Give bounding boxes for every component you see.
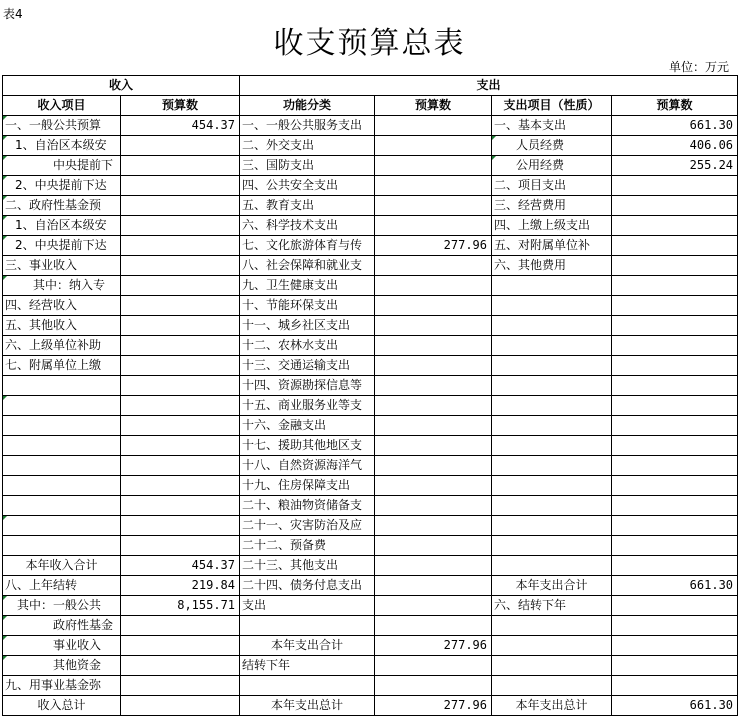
function-budget-cell — [375, 316, 492, 336]
expense-item-cell — [492, 356, 612, 376]
expense-item-cell: 二、项目支出 — [492, 176, 612, 196]
table-number-label: 表4 — [3, 7, 23, 21]
function-class-cell: 十二、农林水支出 — [240, 336, 375, 356]
expense-item-cell — [492, 396, 612, 416]
function-budget-cell — [375, 516, 492, 536]
expense-item-cell — [492, 556, 612, 576]
expense-budget-cell — [612, 376, 738, 396]
function-class-cell: 二十三、其他支出 — [240, 556, 375, 576]
income-budget-cell — [121, 536, 240, 556]
expense-budget-cell — [612, 276, 738, 296]
table-row — [3, 256, 738, 276]
income-budget-header: 预算数 — [121, 96, 240, 116]
function-class-header: 功能分类 — [240, 96, 375, 116]
expense-budget-cell — [612, 216, 738, 236]
function-budget-cell — [375, 576, 492, 596]
expense-budget-cell: 661.30 — [612, 696, 738, 716]
table-row — [3, 596, 738, 616]
income-budget-cell — [121, 176, 240, 196]
expense-item-cell: 四、上缴上级支出 — [492, 216, 612, 236]
expense-budget-cell — [612, 676, 738, 696]
expense-item-cell: 六、结转下年 — [492, 596, 612, 616]
function-budget-cell — [375, 156, 492, 176]
function-class-cell: 二、外交支出 — [240, 136, 375, 156]
function-class-cell: 本年支出总计 — [240, 696, 375, 716]
table-row — [3, 176, 738, 196]
section-header-row — [3, 76, 738, 96]
expense-budget-cell — [612, 476, 738, 496]
income-item-cell — [3, 476, 121, 496]
function-class-cell: 十一、城乡社区支出 — [240, 316, 375, 336]
expense-item-cell — [492, 336, 612, 356]
table-row — [3, 216, 738, 236]
income-budget-cell — [121, 416, 240, 436]
function-class-cell: 十八、自然资源海洋气 — [240, 456, 375, 476]
income-budget-cell — [121, 236, 240, 256]
expense-budget-cell — [612, 396, 738, 416]
function-budget-cell: 277.96 — [375, 236, 492, 256]
function-class-cell: 二十四、债务付息支出 — [240, 576, 375, 596]
income-budget-cell: 219.84 — [121, 576, 240, 596]
function-class-cell: 本年支出合计 — [240, 636, 375, 656]
function-class-cell: 六、科学技术支出 — [240, 216, 375, 236]
expense-budget-cell — [612, 416, 738, 436]
function-budget-cell — [375, 476, 492, 496]
expense-budget-cell — [612, 336, 738, 356]
expense-item-cell: 本年支出合计 — [492, 576, 612, 596]
expense-budget-cell — [612, 196, 738, 216]
expense-budget-cell: 661.30 — [612, 576, 738, 596]
function-budget-cell — [375, 416, 492, 436]
function-budget-cell — [375, 656, 492, 676]
expense-budget-cell — [612, 596, 738, 616]
table-row — [3, 316, 738, 336]
function-budget-cell — [375, 676, 492, 696]
function-budget-cell — [375, 536, 492, 556]
function-budget-cell — [375, 616, 492, 636]
expense-item-cell — [492, 316, 612, 336]
table-row — [3, 616, 738, 636]
income-item-cell: 九、用事业基金弥 — [3, 676, 121, 696]
expense-item-cell: 公用经费 — [492, 156, 612, 176]
income-budget-cell — [121, 156, 240, 176]
income-item-cell: 本年收入合计 — [3, 556, 121, 576]
expense-item-cell — [492, 276, 612, 296]
function-budget-cell — [375, 216, 492, 236]
function-budget-cell — [375, 436, 492, 456]
expense-item-cell — [492, 476, 612, 496]
function-budget-cell — [375, 596, 492, 616]
table-row — [3, 576, 738, 596]
table-row — [3, 116, 738, 136]
expense-budget-cell — [612, 536, 738, 556]
income-budget-cell — [121, 256, 240, 276]
expense-item-cell — [492, 456, 612, 476]
income-budget-cell — [121, 276, 240, 296]
income-budget-cell: 454.37 — [121, 116, 240, 136]
expense-item-cell — [492, 296, 612, 316]
income-item-cell — [3, 516, 121, 536]
function-budget-cell — [375, 136, 492, 156]
income-budget-cell — [121, 136, 240, 156]
expense-budget-cell — [612, 316, 738, 336]
income-item-cell: 八、上年结转 — [3, 576, 121, 596]
income-budget-cell — [121, 676, 240, 696]
income-item-cell: 其他资金 — [3, 656, 121, 676]
income-item-cell: 2、中央提前下达 — [3, 176, 121, 196]
table-row — [3, 416, 738, 436]
table-row — [3, 556, 738, 576]
function-class-cell: 支出 — [240, 596, 375, 616]
income-budget-cell — [121, 296, 240, 316]
income-item-cell: 2、中央提前下达 — [3, 236, 121, 256]
function-budget-cell — [375, 376, 492, 396]
table-row — [3, 376, 738, 396]
income-budget-cell — [121, 316, 240, 336]
function-class-cell: 十四、资源勘探信息等 — [240, 376, 375, 396]
function-class-cell: 十、节能环保支出 — [240, 296, 375, 316]
function-class-cell: 结转下年 — [240, 656, 375, 676]
expense-item-cell: 一、基本支出 — [492, 116, 612, 136]
expense-item-cell — [492, 376, 612, 396]
expense-budget-cell — [612, 296, 738, 316]
income-item-cell — [3, 416, 121, 436]
income-budget-cell — [121, 656, 240, 676]
function-budget-cell — [375, 356, 492, 376]
function-class-cell: 十五、商业服务业等支 — [240, 396, 375, 416]
function-class-cell: 八、社会保障和就业支 — [240, 256, 375, 276]
expense-budget-cell — [612, 656, 738, 676]
expense-item-cell: 六、其他费用 — [492, 256, 612, 276]
table-body — [3, 116, 738, 716]
function-budget-cell — [375, 396, 492, 416]
income-item-cell: 1、自治区本级安 — [3, 216, 121, 236]
expense-budget-cell — [612, 176, 738, 196]
expense-budget-cell — [612, 516, 738, 536]
function-class-cell — [240, 616, 375, 636]
function-class-cell: 十三、交通运输支出 — [240, 356, 375, 376]
income-item-cell: 一、一般公共预算 — [3, 116, 121, 136]
expense-budget-cell — [612, 636, 738, 656]
income-item-cell — [3, 496, 121, 516]
expense-budget-cell — [612, 496, 738, 516]
income-budget-cell — [121, 436, 240, 456]
table-row — [3, 156, 738, 176]
expense-item-cell: 人员经费 — [492, 136, 612, 156]
income-budget-cell — [121, 616, 240, 636]
function-budget-cell — [375, 196, 492, 216]
income-budget-cell — [121, 636, 240, 656]
table-row — [3, 276, 738, 296]
table-row — [3, 456, 738, 476]
expense-item-cell — [492, 416, 612, 436]
expense-item-cell: 本年支出总计 — [492, 696, 612, 716]
income-budget-cell — [121, 376, 240, 396]
table-row — [3, 536, 738, 556]
function-budget-cell: 277.96 — [375, 636, 492, 656]
function-budget-cell — [375, 496, 492, 516]
income-budget-cell — [121, 476, 240, 496]
table-row — [3, 656, 738, 676]
table-row — [3, 436, 738, 456]
function-class-cell: 九、卫生健康支出 — [240, 276, 375, 296]
function-class-cell: 二十、粮油物资储备支 — [240, 496, 375, 516]
expense-item-cell — [492, 436, 612, 456]
income-item-cell — [3, 456, 121, 476]
income-budget-cell — [121, 336, 240, 356]
table-row — [3, 136, 738, 156]
table-row — [3, 676, 738, 696]
expense-budget-cell: 661.30 — [612, 116, 738, 136]
function-class-cell: 一、一般公共服务支出 — [240, 116, 375, 136]
expense-budget-cell — [612, 456, 738, 476]
budget-table — [2, 75, 738, 716]
income-item-cell: 六、上级单位补助 — [3, 336, 121, 356]
table-row — [3, 236, 738, 256]
income-item-cell — [3, 536, 121, 556]
table-row — [3, 356, 738, 376]
income-budget-cell — [121, 216, 240, 236]
income-item-cell: 五、其他收入 — [3, 316, 121, 336]
table-row — [3, 496, 738, 516]
function-class-cell: 五、教育支出 — [240, 196, 375, 216]
income-budget-cell: 8,155.71 — [121, 596, 240, 616]
income-budget-cell — [121, 496, 240, 516]
expense-item-cell: 五、对附属单位补 — [492, 236, 612, 256]
expense-budget-cell — [612, 616, 738, 636]
income-header: 收入 — [3, 76, 240, 96]
income-item-cell: 其中：一般公共 — [3, 596, 121, 616]
expense-item-cell — [492, 516, 612, 536]
income-item-cell: 中央提前下 — [3, 156, 121, 176]
expense-item-cell — [492, 656, 612, 676]
function-class-cell: 二十一、灾害防治及应 — [240, 516, 375, 536]
income-item-cell: 二、政府性基金预 — [3, 196, 121, 216]
expense-item-header: 支出项目（性质） — [492, 96, 612, 116]
expense-item-cell — [492, 496, 612, 516]
function-budget-cell — [375, 556, 492, 576]
column-header-row — [3, 96, 738, 116]
function-budget-cell — [375, 256, 492, 276]
income-item-cell — [3, 376, 121, 396]
function-budget-cell — [375, 276, 492, 296]
function-budget-cell — [375, 176, 492, 196]
expense-budget-cell — [612, 236, 738, 256]
expense-item-cell: 三、经营费用 — [492, 196, 612, 216]
function-budget-cell — [375, 336, 492, 356]
expense-item-cell — [492, 536, 612, 556]
income-item-cell — [3, 396, 121, 416]
table-row — [3, 196, 738, 216]
expense-budget-cell — [612, 556, 738, 576]
income-budget-cell — [121, 456, 240, 476]
income-item-cell — [3, 436, 121, 456]
unit-label: 单位：万元 — [668, 60, 729, 74]
function-class-cell: 二十二、预备费 — [240, 536, 375, 556]
income-item-cell: 四、经营收入 — [3, 296, 121, 316]
income-item-cell: 1、自治区本级安 — [3, 136, 121, 156]
expense-budget-cell — [612, 356, 738, 376]
function-budget-header: 预算数 — [375, 96, 492, 116]
expense-budget-cell — [612, 436, 738, 456]
table-row — [3, 296, 738, 316]
income-item-cell: 事业收入 — [3, 636, 121, 656]
function-class-cell: 四、公共安全支出 — [240, 176, 375, 196]
income-item-cell: 收入总计 — [3, 696, 121, 716]
expense-budget-cell: 255.24 — [612, 156, 738, 176]
income-budget-cell — [121, 516, 240, 536]
function-class-cell: 十六、金融支出 — [240, 416, 375, 436]
income-item-cell: 七、附属单位上缴 — [3, 356, 121, 376]
function-class-cell: 十九、住房保障支出 — [240, 476, 375, 496]
function-class-cell: 七、文化旅游体育与传 — [240, 236, 375, 256]
expense-item-cell — [492, 636, 612, 656]
expense-budget-cell: 406.06 — [612, 136, 738, 156]
page-title: 收支预算总表 — [273, 26, 466, 61]
income-item-header: 收入项目 — [3, 96, 121, 116]
table-row — [3, 476, 738, 496]
function-class-cell: 三、国防支出 — [240, 156, 375, 176]
income-budget-cell — [121, 396, 240, 416]
expense-item-cell — [492, 676, 612, 696]
expense-item-cell — [492, 616, 612, 636]
function-budget-cell — [375, 456, 492, 476]
table-row — [3, 516, 738, 536]
income-budget-cell — [121, 196, 240, 216]
income-budget-cell: 454.37 — [121, 556, 240, 576]
function-budget-cell — [375, 116, 492, 136]
expense-budget-cell — [612, 256, 738, 276]
expense-header: 支出 — [240, 76, 738, 96]
income-item-cell: 三、事业收入 — [3, 256, 121, 276]
expense-budget-header: 预算数 — [612, 96, 738, 116]
income-item-cell: 政府性基金 — [3, 616, 121, 636]
income-budget-cell — [121, 696, 240, 716]
function-class-cell: 十七、援助其他地区支 — [240, 436, 375, 456]
function-budget-cell: 277.96 — [375, 696, 492, 716]
function-class-cell — [240, 676, 375, 696]
function-budget-cell — [375, 296, 492, 316]
table-row — [3, 696, 738, 716]
table-row — [3, 396, 738, 416]
income-budget-cell — [121, 356, 240, 376]
table-row — [3, 636, 738, 656]
income-item-cell: 其中：纳入专 — [3, 276, 121, 296]
table-row — [3, 336, 738, 356]
